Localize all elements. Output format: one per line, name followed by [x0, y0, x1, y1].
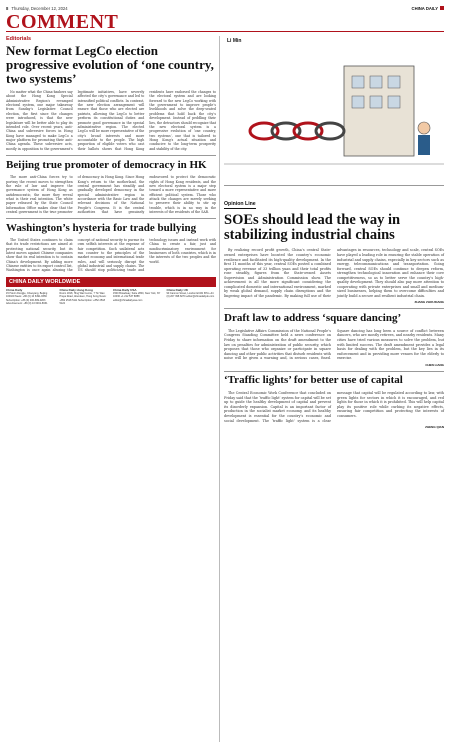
contact-name: China Daily UK [166, 287, 189, 292]
divider [224, 308, 444, 309]
lead-text: By realizing record profit growth, China’s central State-owned enterprises have boosted the country’s economic resilience and facilitated its high-quality development. In the first 11 months of this year, central SOEs posted a combined operating revenue of 33 trillion yuan and their total profits rose steadily, figures from the State-owned Assets Supervision and Administration Commission show. The achievement is all the more significant considering the complicated domestic and international environment, marked by weak global demand, supply chain disruptions and the lingering impact of the pandemic. By making full use of their advantages in resources, technology and scale, central SOEs have played a leading role in ensuring the stable operation of industrial and supply chains, especially in key sectors such as energy, telecommunications and transportation. Going forward, central SOEs should continue to deepen reform, strengthen technological innovation and enhance their core competitiveness, so as to better serve the country’s high-quality development. They should also pay more attention to cooperating with private enterprises and small and medium-sized businesses, helping them to overcome difficulties and jointly build a secure and resilient industrial chain. [224, 248, 444, 298]
traffic-byline: ZHENG QIAN [425, 425, 444, 430]
issue-date: Thursday, December 12, 2024 [11, 5, 68, 11]
contact-block [6, 287, 216, 305]
editorials-column [6, 36, 216, 305]
section-masthead: COMMENT [6, 12, 444, 32]
opinion-section [224, 190, 444, 304]
editorials-label: Editorials [6, 36, 32, 42]
editorial-3-text: The United States continues to claim that its trade restrictions are aimed at protecting national security, but its latest moves against Chinese companies show that its real intention is to contain China’s development. By adding more Chinese entities to its export control list, Washington is once again abusing the concept of national security to pursue its own selfish interests at the expense of fair competition. Such unilateral acts run counter to the principles of the market economy and international trade rules, and will seriously disrupt the global industrial and supply chains. The US should stop politicizing trade and technology issues and instead work with China to create a fair, just and nondiscriminatory environment for businesses of both countries, which is in the interests of the two peoples and the world. [6, 237, 216, 273]
editorial-1-headline: New format LegCo election progressive evolution of ‘one country, two systems’ [6, 43, 214, 87]
editorial-2-text: The more anti-China forces try to portray the recent moves to strengthen the rule of law and improve the governance system of Hong Kong as antidemocratic, the more they reveal what is their real intention. The white paper released by the State Council Information Office makes clear that the central government is the true promoter of democracy in Hong Kong. Since Hong Kong’s return to the motherland, the central government has steadily and gradually developed democracy in the special administrative region in accordance with the Basic Law and the relevant decisions of the National People’s Congress. It is the central authorities that have genuinely endeavored to protect the democratic rights of Hong Kong residents, and the new electoral system is a major step toward a more representative and more efficient political system. Those who attack the changes are merely seeking to preserve their ability to stir up trouble, which is in no way in the interests of the residents of the SAR. [6, 175, 216, 215]
column-divider [219, 36, 220, 742]
draft-headline: Draft law to address ‘square dancing’ [224, 312, 402, 325]
editorial-3-body [6, 238, 216, 273]
editorial-1-body [6, 90, 216, 151]
opinion-line-label: Opinion Line [224, 201, 256, 207]
contact-lines: 15 Huixin Dongjie, Chaoyang, Beijing 100029 News: +86 (0) 10 6491-8366 Subscription: +86 (0) 400-699-0203 Advertisement: +86 (0) 10 6491-8631 [6, 291, 48, 305]
page-number: 8 [6, 5, 9, 11]
lead-body [224, 248, 444, 298]
contact-lines: 1500 Broadway, Suite 2800, New York, NY 10036 +1 212 537 8888 editor@chinadailyusa.com [113, 291, 161, 302]
cartoon-artist: Li Min [227, 38, 242, 44]
contact-name: China Daily USA [113, 287, 137, 292]
worldwide-bar: CHINA DAILY WORLDWIDE [6, 277, 216, 287]
lead-headline: SOEs should lead the way in stabilizing industrial chains [224, 212, 401, 244]
editorial-1-text: No matter what the China-bashers say about the Hong Kong Special Administrative Region’s revamped electoral system, one major takeaway from Sunday’s Legislative Council election, the first since the changes were introduced, is that the new legislature will be better able to play its intended role. Over recent years, anti-China and subversive forces in Hong Kong have managed to make LegCo a major platform for promoting their anti-China agenda. These subversive acts, mostly in opposition to the government’s legitimate initiatives, have severely affected the city’s governance and led to intensified political conflicts. In contrast, the new election arrangement will ensure that those who are elected are patriots, allowing the LegCo to better perform its constitutional duties and promote good governance in the special administrative region. The elected LegCo will be more representative of the city’s broad interests and more accountable to the people. The high proportion of eligible voters who cast their ballots shows that Hong Kong residents have endorsed the changes to the electoral system and are looking forward to the new LegCo working with the government to improve people’s livelihoods and solve the deep-seated problems that hold back the city’s development. Instead of peddling their lies, the detractors should recognize that the new electoral system is a progressive evolution of ‘one country, two systems’, one that is tailored to Hong Kong’s actual situation and conducive to the long-term prosperity and stability of the city. [6, 90, 216, 151]
brand-name: CHINA DAILY [411, 5, 438, 11]
draft-byline: CHEN LIANG [425, 362, 444, 367]
draft-text: The Legislative Affairs Commission of the National People’s Congress Standing Committee held a news conference on Friday to share information on the draft amendment to the law on penalties for administration of public security, which proposes that those who organize or participate in square dancing and other public activities that disturb residents with noise will be given a warning and, in serious cases, fined. Square dancing has long been a source of conflict between dancers, who are mostly retirees, and nearby residents. Many cities have tried various measures to solve the problem, but with limited success. The draft amendment provides a legal basis for dealing with the problem, but the key lies in its enforcement and in providing more venues for the elderly to exercise. [224, 328, 444, 361]
traffic-body [224, 391, 444, 423]
brand-square-icon [440, 6, 444, 10]
contact-name: China Daily [6, 287, 23, 292]
editorial-cartoon [224, 36, 444, 186]
contact-item [167, 289, 217, 305]
traffic-headline: ‘Traffic lights’ for better use of capital [224, 374, 403, 387]
opinion-column [224, 36, 444, 429]
editorial-2-headline: Beijing true promoter of democracy in HK [6, 158, 207, 171]
contact-lines: Room 1818, Hing Wai Centre, 7 Tin Wan Praya Road, Aberdeen, Hong Kong News: +852 2518 5111 Subscription: +852 2518 5122 [59, 291, 107, 305]
editorial-2-body [6, 175, 216, 214]
divider [6, 155, 216, 156]
editorial-3-headline: Washington’s hysteria for trade bullying [6, 222, 197, 235]
divider [6, 218, 216, 219]
contact-item [60, 289, 110, 305]
cartoon-illustration [224, 36, 444, 186]
contact-name: China Daily Hong Kong [59, 287, 93, 292]
divider [224, 371, 444, 372]
traffic-text: The Central Economic Work Conference that concluded on Friday said that the ‘traffic light’ system for capital will be set up to guide the healthy development of capital and prevent its disorderly expansion. Capital is an important factor of production in the socialist market economy, and its healthy development is essential for the country’s economic and social development. The ‘traffic light’ system is a clear message that capital will be regulated according to law, with green lights for sectors in which it is encouraged, and red lights for those in which it is prohibited. This will help capital play its positive role while curbing its negative effects, ensuring fair competition and protecting the interests of consumers. [224, 391, 444, 423]
draft-body [224, 329, 444, 361]
contact-item [113, 289, 163, 305]
contact-item [6, 289, 56, 305]
contact-lines: 90 Cannon Street, London EC4N 6HA +44 (0) 207 398 8270 editor@chinadailyuk.com [166, 291, 215, 299]
lead-byline: ZHANG ZHOUXIANG [414, 300, 444, 305]
